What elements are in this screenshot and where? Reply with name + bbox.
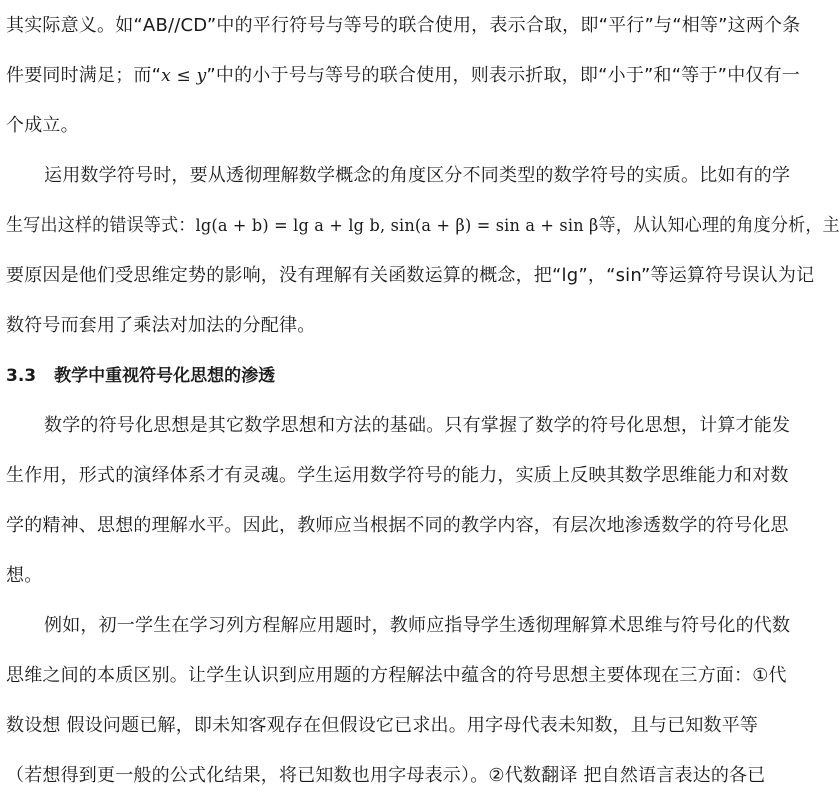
section-heading — [6, 364, 275, 388]
section-title: 教学中重视符号化思想的渗透 — [54, 366, 276, 386]
paragraph-2-line-2-text-a: 生写出这样的错误等式： — [6, 215, 196, 236]
paragraph-2-line-4: 数符号而套用了乘法对加法的分配律。 — [6, 315, 316, 336]
paragraph-2-line-2 — [6, 214, 840, 238]
paragraph-1-line-2 — [6, 64, 800, 88]
paragraph-2-line-3: 要原因是他们受思维定势的影响，没有理解有关函数运算的概念，把“lg”，“sin”等运算符号误认为记 — [6, 265, 815, 286]
paragraph-3-line-3: 学的精神、思想的理解水平。因此，教师应当根据不同的教学内容，有层次地渗透数学的符号化思 — [6, 515, 789, 536]
paragraph-2-line-1: 运用数学符号时，要从透彻理解数学概念的角度区分不同类型的数学符号的实质。比如有的学 — [44, 165, 791, 186]
paragraph-3-line-4: 想。 — [6, 565, 43, 586]
paragraph-4-line-1: 例如，初一学生在学习列方程解应用题时，教师应指导学生透彻理解算术思维与符号化的代数 — [44, 615, 791, 636]
paragraph-4-line-3: 数设想 假设问题已解，即未知客观存在但假设它已求出。用字母代表未知数，且与已知数平等 — [6, 715, 759, 736]
paragraph-4-line-2: 思维之间的本质区别。让学生认识到应用题的方程解法中蕴含的符号思想主要体现在三方面：①代 — [6, 665, 787, 686]
paragraph-1-line-2-text-a: 件要同时满足；而“ — [6, 65, 162, 86]
paragraph-4-line-4: （若想得到更一般的公式化结果，将已知数也用字母表示）。②代数翻译 把自然语言表达的各已 — [6, 765, 766, 786]
paragraph-1-line-1: 其实际意义。如“AB//CD”中的平行符号与等号的联合使用，表示合取，即“平行”与“相等”这两个条 — [6, 15, 801, 36]
paragraph-1-line-3: 个成立。 — [6, 115, 79, 136]
wrong-equation-expression: lg(a + b) = lg a + lg b, sin(a + β) = sin a + sin β — [195, 216, 599, 236]
paragraph-3-line-2: 生作用，形式的演绎体系才有灵魂。学生运用数学符号的能力，实质上反映其数学思维能力和对数 — [6, 465, 789, 486]
section-number: 3.3 — [6, 366, 37, 386]
paragraph-3-line-1: 数学的符号化思想是其它数学思想和方法的基础。只有掌握了数学的符号化思想，计算才能发 — [44, 415, 791, 436]
paragraph-2-line-2-text-b: 等，从认知心理的角度分析，主 — [598, 215, 840, 236]
inequality-expression: x ≤ y — [161, 66, 207, 86]
paragraph-1-line-2-text-b: ”中的小于号与等号的联合使用，则表示折取，即“小于”和“等于”中仅有一 — [206, 65, 800, 86]
